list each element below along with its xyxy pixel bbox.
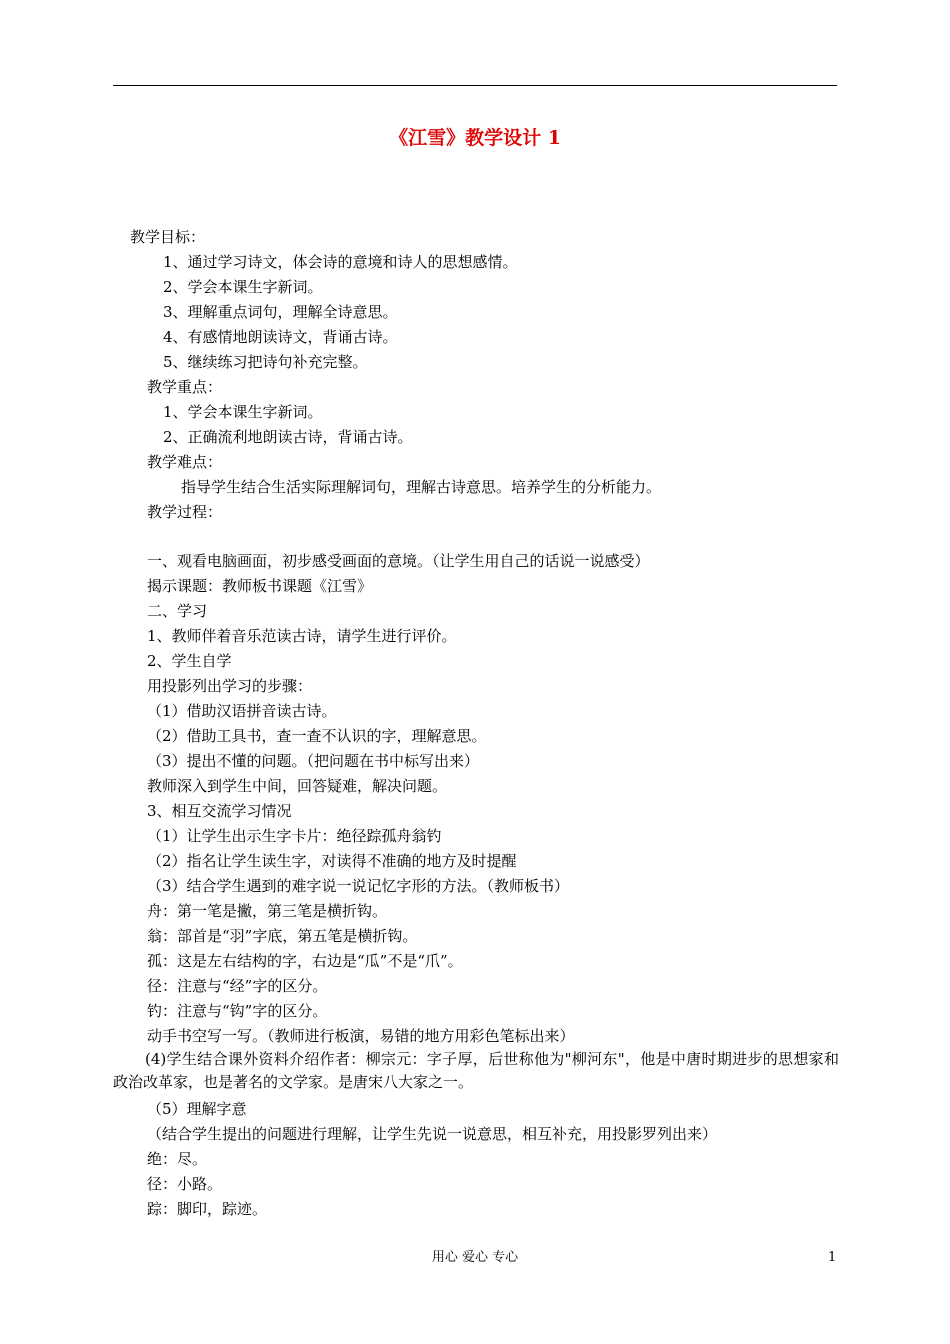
process-line: （结合学生提出的问题进行理解，让学生先说一说意思，相互补充，用投影罗列出来） (147, 1125, 718, 1143)
process-line: 舟：第一笔是撇，第三笔是横折钩。 (147, 902, 388, 920)
process-line: 径：注意与“经”字的区分。 (147, 977, 328, 995)
page-footer: 用心 爱心 专心 (431, 1250, 519, 1265)
key-points-heading: 教学重点： (147, 378, 223, 396)
process-line: （3）结合学生遇到的难字说一说记忆字形的方法。（教师板书） (147, 877, 570, 895)
process-line: 钓：注意与“钩”字的区分。 (147, 1002, 328, 1020)
process-line: 揭示课题：教师板书课题《江雪》 (147, 577, 373, 595)
process-line: （1）借助汉语拼音读古诗。 (147, 702, 337, 720)
process-line: 3、相互交流学习情况 (147, 802, 292, 820)
process-line: 用投影列出学习的步骤： (147, 677, 313, 695)
author-intro-paragraph: (4)学生结合课外资料介绍作者：柳宗元：字子厚，后世称他为"柳河东"，他是中唐时期进步的思想家和政治改革家，也是著名的文学家。是唐宋八大家之一。 (113, 1050, 839, 1091)
process-line: 径：小路。 (147, 1175, 223, 1193)
objective-item: 5、继续练习把诗句补充完整。 (163, 353, 368, 371)
key-point-item: 1、学会本课生字新词。 (163, 403, 323, 421)
objectives-heading: 教学目标： (130, 228, 206, 246)
objective-item: 2、学会本课生字新词。 (163, 278, 323, 296)
key-point-item: 2、正确流利地朗读古诗，背诵古诗。 (163, 428, 413, 446)
process-line: （3）提出不懂的问题。（把问题在书中标写出来） (147, 752, 480, 770)
difficulties-heading: 教学难点： (147, 453, 223, 471)
process-line: 孤：这是左右结构的字，右边是“瓜”不是“爪”。 (147, 952, 463, 970)
process-line: （2）指名让学生读生字，对读得不准确的地方及时提醒 (147, 852, 517, 870)
process-line: 踪：脚印，踪迹。 (147, 1200, 268, 1218)
process-line: 2、学生自学 (147, 652, 232, 670)
process-line: 一、观看电脑画面，初步感受画面的意境。（让学生用自己的话说一说感受） (147, 552, 650, 570)
page-number: 1 (828, 1250, 837, 1265)
process-line: 二、学习 (147, 602, 208, 620)
process-line: （5）理解字意 (147, 1100, 247, 1118)
process-line: 教师深入到学生中间，回答疑难，解决问题。 (147, 777, 448, 795)
process-heading: 教学过程： (147, 503, 223, 521)
process-line: 翁：部首是“羽”字底，第五笔是横折钩。 (147, 927, 418, 945)
process-line: （2）借助工具书，查一查不认识的字，理解意思。 (147, 727, 487, 745)
objective-item: 4、有感情地朗读诗文，背诵古诗。 (163, 328, 398, 346)
process-line: 1、教师伴着音乐范读古诗，请学生进行评价。 (147, 627, 457, 645)
process-line: 绝：尽。 (147, 1150, 208, 1168)
process-line: 动手书空写一写。（教师进行板演，易错的地方用彩色笔标出来） (147, 1027, 575, 1045)
document-title: 《江雪》教学设计 1 (389, 127, 561, 149)
process-line: （1）让学生出示生字卡片：绝径踪孤舟翁钓 (147, 827, 442, 845)
header-rule (113, 85, 837, 86)
objective-item: 3、理解重点词句，理解全诗意思。 (163, 303, 398, 321)
objective-item: 1、通过学习诗文，体会诗的意境和诗人的思想感情。 (163, 253, 518, 271)
difficulties-text: 指导学生结合生活实际理解词句，理解古诗意思。培养学生的分析能力。 (181, 478, 662, 496)
